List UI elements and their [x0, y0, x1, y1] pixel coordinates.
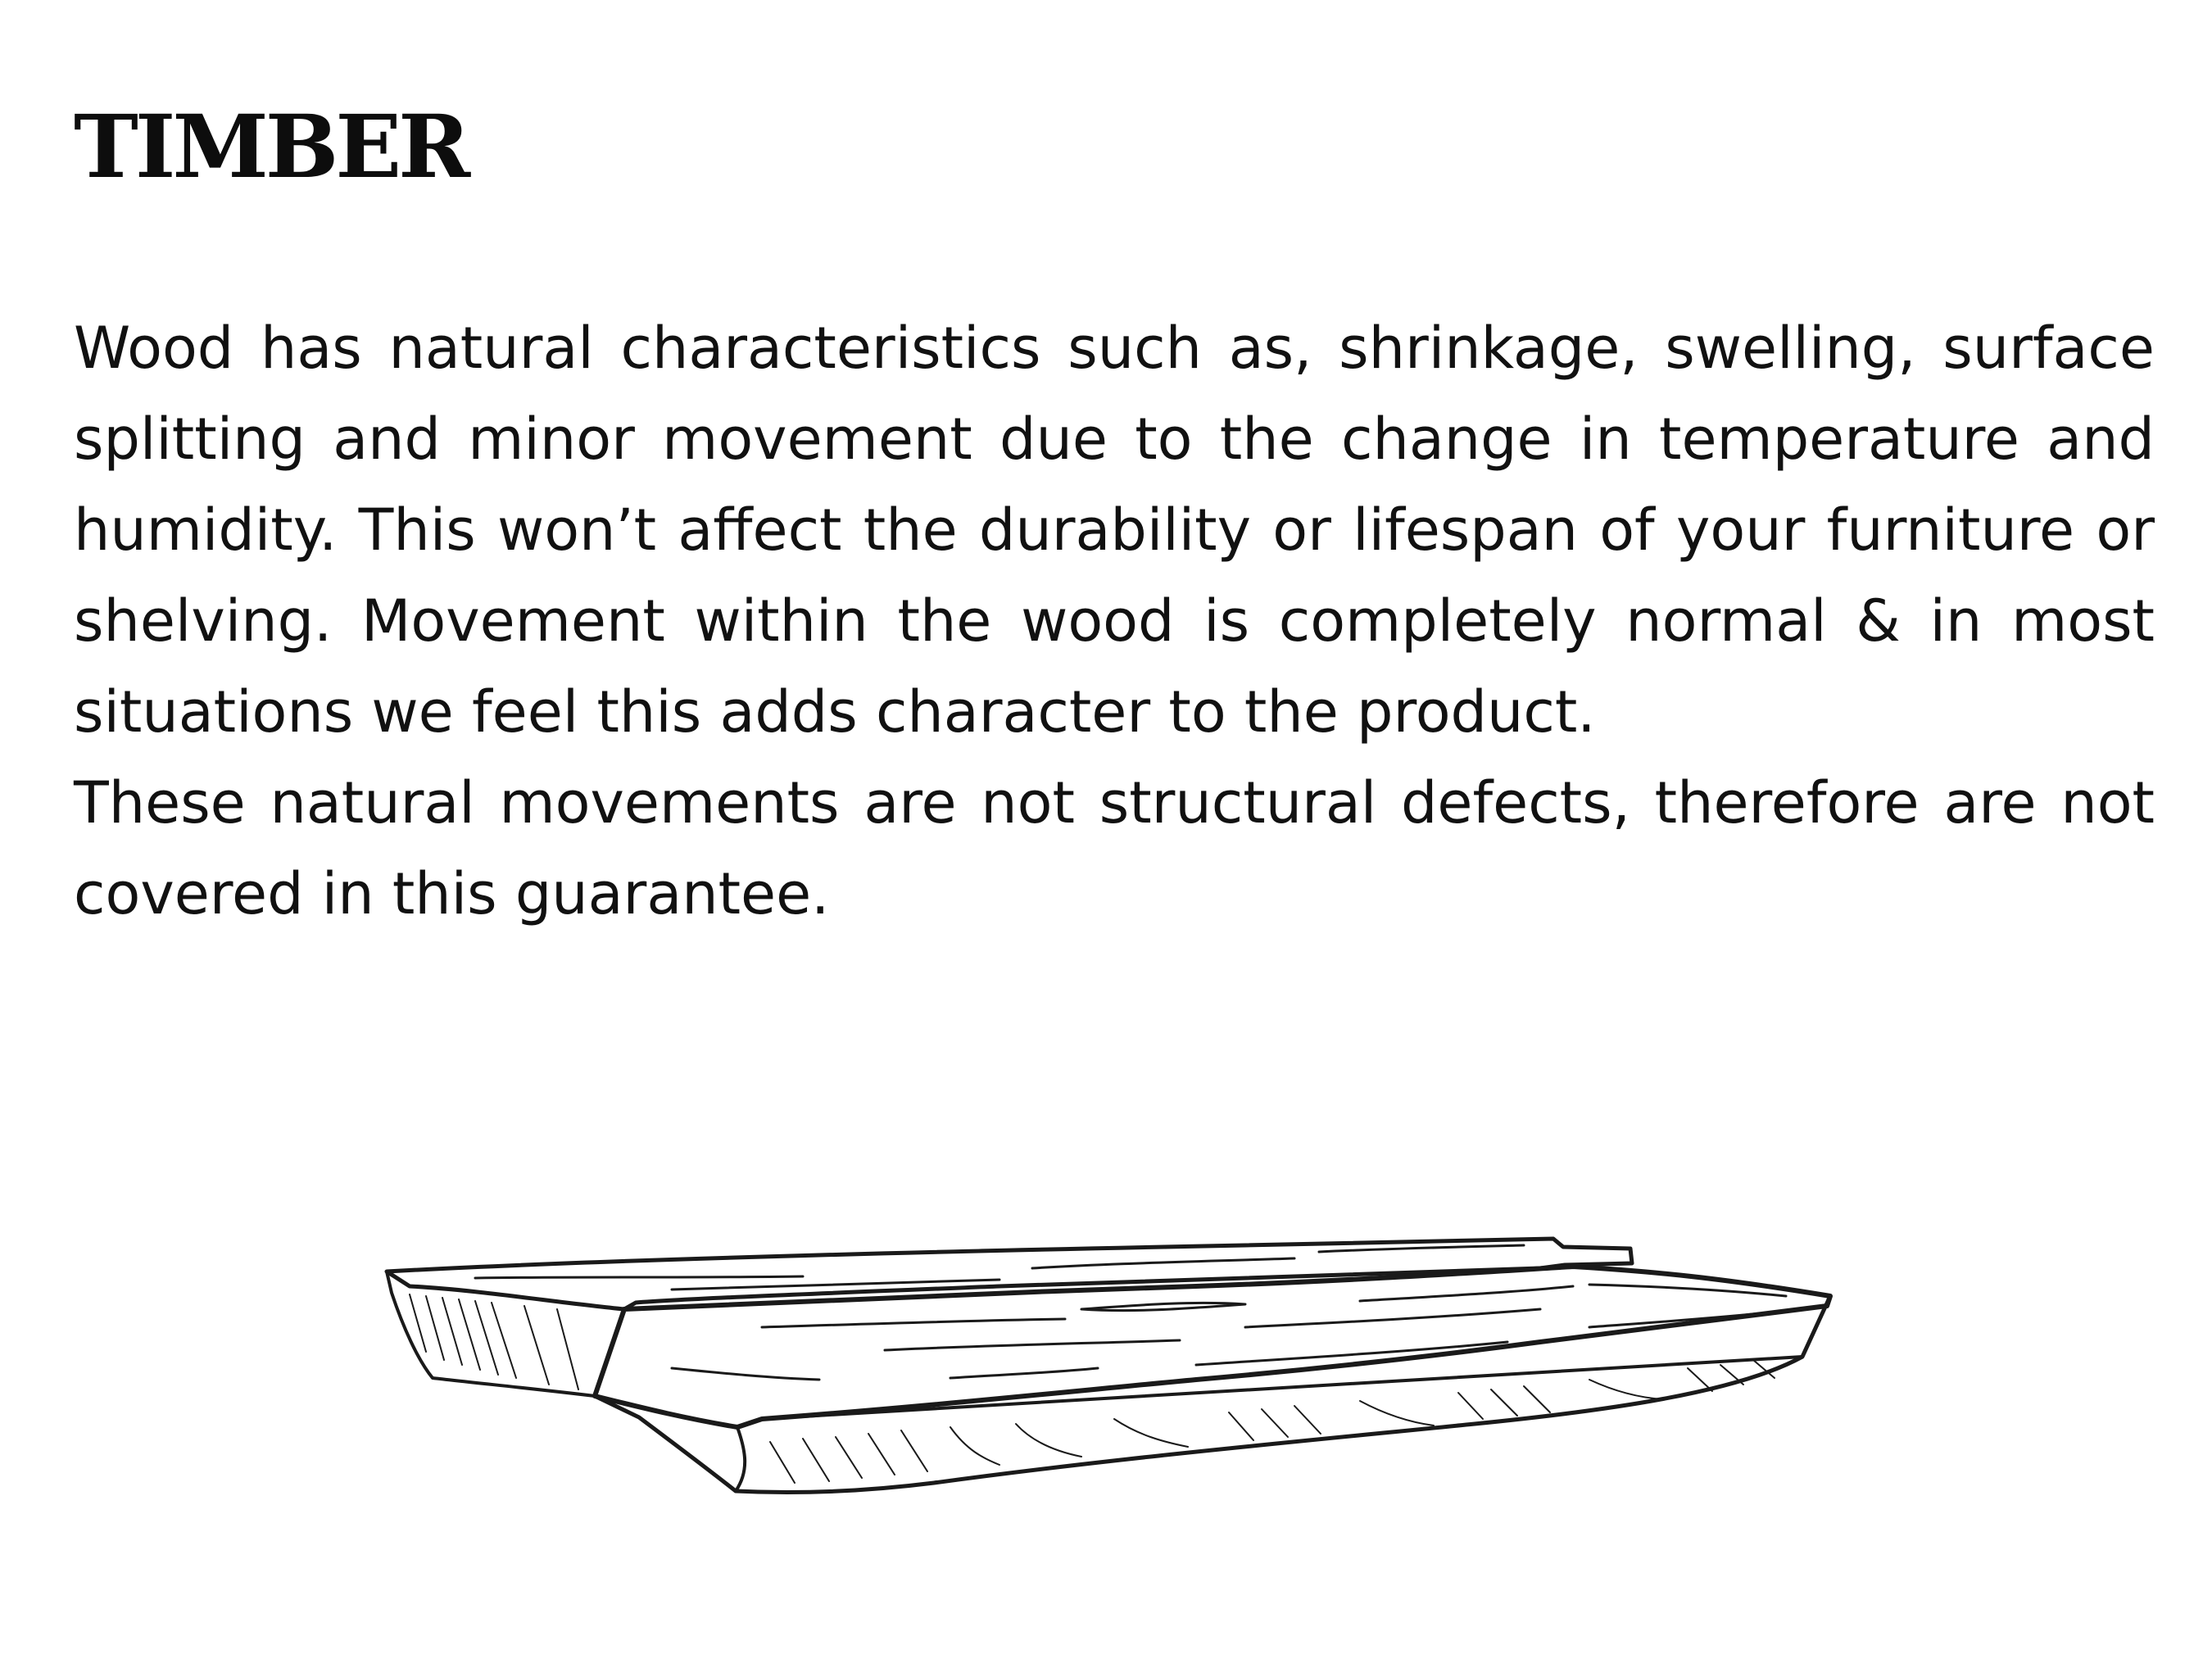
timber-planks-illustration	[377, 1204, 1852, 1532]
back-plank-side	[387, 1271, 624, 1396]
paragraph-characteristics: Wood has natural characteristics such as, shrinkage, swelling, surface splitting and minor movement due to the change in temperature and humidity. This won’t affect the durability or lifespan of your furniture or shelving. Movement within the wood is completely normal & in most situations we feel this adds character to the product.	[74, 315, 2155, 746]
page-title: TIMBER	[74, 95, 468, 197]
paragraph-guarantee: These natural movements are not structural defects, therefore are not covered in this guarantee.	[74, 769, 2155, 927]
body-text	[74, 303, 2155, 940]
